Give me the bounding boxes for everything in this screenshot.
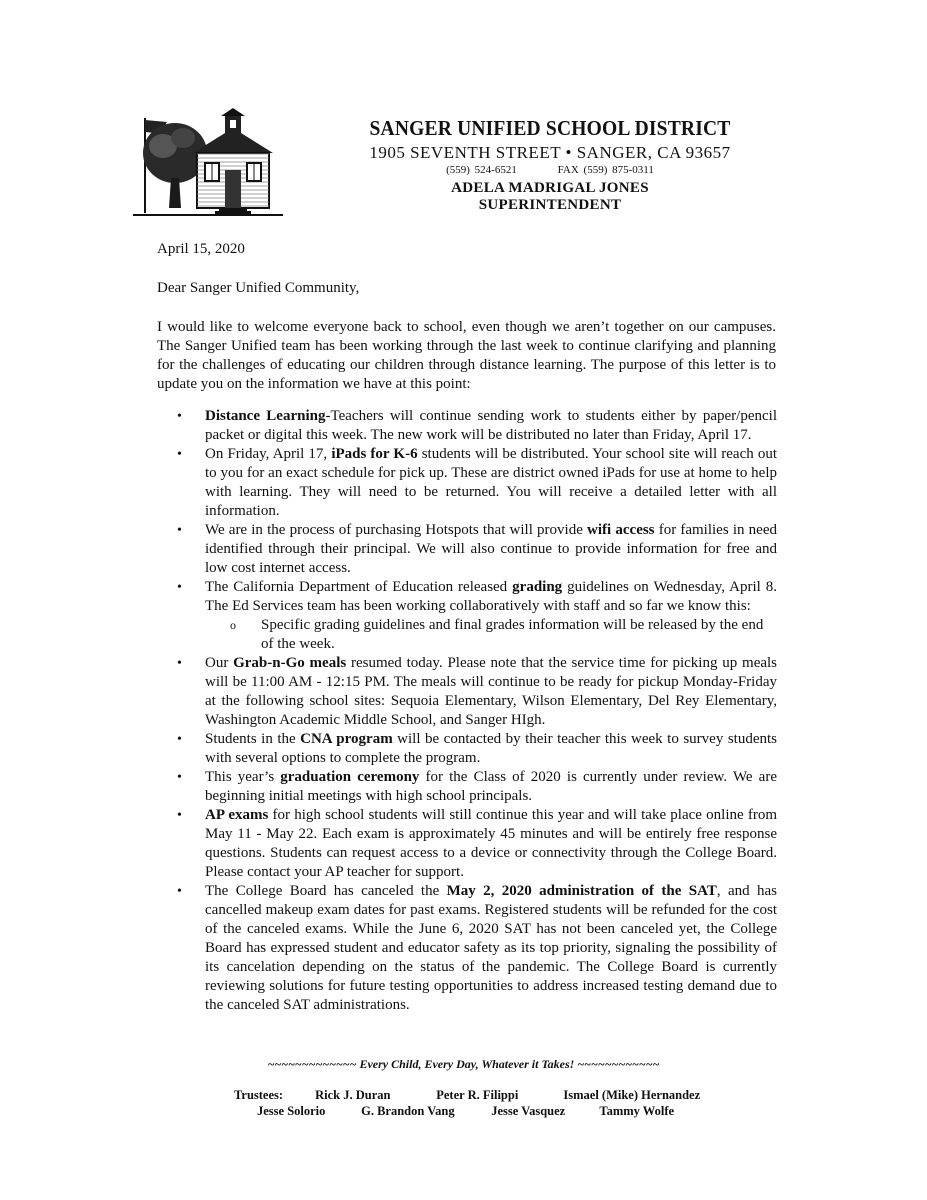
trustee-name: Rick J. Duran xyxy=(315,1088,391,1102)
trustee-name: Ismael (Mike) Hernandez xyxy=(563,1088,701,1102)
bullet-icon: • xyxy=(177,580,182,595)
list-item: • On Friday, April 17, iPads for K-6 students will be distributed. Your school site will reach out to you for an exact schedule for pick up. These are district owned iPads for use at home to help with learning. They will need to be returned. You will receive a detailed letter with all information. xyxy=(177,446,778,519)
trustee-name: Jesse Solorio xyxy=(257,1104,326,1118)
bullet-icon: • xyxy=(177,409,182,424)
trustees-list xyxy=(234,1087,700,1119)
letterhead xyxy=(290,116,810,214)
trustee-name: Jesse Vasquez xyxy=(491,1104,566,1118)
sub-bullet-icon: o xyxy=(230,618,236,632)
letter-date: April 15, 2020 xyxy=(157,241,245,257)
update-list xyxy=(157,407,777,1015)
item-heading: grading xyxy=(512,579,563,595)
district-name: SANGER UNIFIED SCHOOL DISTRICT xyxy=(369,116,731,140)
item-heading: CNA program xyxy=(300,731,393,747)
list-item: • AP exams for high school students will still continue this year and will take place online from May 11 - May 22. Each exam is approximately 45 minutes and will be entirely free response questions. Students can request access to a device or connectivity through the College Board. Please contact your AP teacher for support. xyxy=(177,807,777,880)
superintendent-title: SUPERINTENDENT xyxy=(478,197,622,213)
bullet-icon: • xyxy=(177,808,182,823)
intro-paragraph: I would like to welcome everyone back to school, even though we aren’t together on our campuses. The Sanger Unified team has been working through the last week to continue clarifying and planning for the challenges of educating our children through distance learning. The purpose of this letter is to update you on the information we have at this point: xyxy=(157,319,776,392)
list-item: • Our Grab-n-Go meals resumed today. Please note that the service time for picking up meals will be 11:00 AM - 12:15 PM. The meals will continue to be ready for pickup Monday-Friday at the following school sites: Sequoia Elementary, Wilson Elementary, Del Rey Elementary, Washington Academic Middle School, and Sanger HIgh. xyxy=(177,655,778,728)
item-heading: wifi access xyxy=(587,522,655,538)
item-heading: Distance Learning xyxy=(205,408,326,424)
trustees-label: Trustees: xyxy=(234,1088,284,1102)
list-item: • Distance Learning-Teachers will continue sending work to students either by paper/pencil packet or digital this week. The new work will be distributed no later than Friday, April 17. xyxy=(177,408,777,443)
sub-list-item: o Specific grading guidelines and final grades information will be released by the end of the week. xyxy=(230,617,764,652)
district-address: 1905 SEVENTH STREET • SANGER, CA 93657 xyxy=(369,143,731,162)
trustee-name: G. Brandon Vang xyxy=(361,1104,455,1118)
superintendent-name: ADELA MADRIGAL JONES xyxy=(451,180,649,196)
bullet-icon: • xyxy=(177,884,182,899)
district-phones xyxy=(290,164,810,176)
trustee-name: Peter R. Filippi xyxy=(436,1088,519,1102)
district-motto: ~~~~~~~~~~~~~ Every Child, Every Day, Whatever it Takes! ~~~~~~~~~~~~ xyxy=(267,1057,660,1071)
item-heading: May 2, 2020 administration of the SAT xyxy=(446,883,717,899)
salutation: Dear Sanger Unified Community, xyxy=(157,280,360,296)
item-heading: graduation ceremony xyxy=(280,769,420,785)
fax-number: FAX (559) 875-0311 xyxy=(557,164,654,176)
item-heading: iPads for K-6 xyxy=(331,446,418,462)
item-heading: Grab-n-Go meals xyxy=(233,655,347,671)
list-item: • We are in the process of purchasing Hotspots that will provide wifi access for families in need identified through their principal. We will also continue to provide information for free and low cost internet access. xyxy=(177,522,777,576)
item-heading: AP exams xyxy=(205,807,269,823)
bullet-icon: • xyxy=(177,447,182,462)
trustee-name: Tammy Wolfe xyxy=(599,1104,675,1118)
bullet-icon: • xyxy=(177,523,182,538)
list-item: • The California Department of Education released grading guidelines on Wednesday, April 8. The Ed Services team has been working collaboratively with staff and so far we know this: o Specific grading guidelines and final grades information will be released by the end of the week. xyxy=(177,579,777,652)
list-item: • The College Board has canceled the May 2, 2020 administration of the SAT, and has cancelled makeup exam dates for past exams. Registered students will be refunded for the cost of the canceled exams. While the June 6, 2020 SAT has not been canceled yet, the College Board has expressed student and educator safety as its top priority, signaling the possibility of its cancelation depending on the status of the pandemic. The College Board is currently reviewing solutions for future testing opportunities to address increased testing demand due to the canceled SAT administrations. xyxy=(177,883,777,1013)
phone-number: (559) 524-6521 xyxy=(446,164,517,176)
list-item: • Students in the CNA program will be contacted by their teacher this week to survey students with several options to complete the program. xyxy=(177,731,777,766)
sub-list xyxy=(205,616,777,654)
list-item: • This year’s graduation ceremony for the Class of 2020 is currently under review. We are beginning initial meetings with high school principals. xyxy=(177,769,777,804)
schoolhouse-logo-icon xyxy=(133,108,283,218)
bullet-icon: • xyxy=(177,732,182,747)
bullet-icon: • xyxy=(177,656,182,671)
bullet-icon: • xyxy=(177,770,182,785)
